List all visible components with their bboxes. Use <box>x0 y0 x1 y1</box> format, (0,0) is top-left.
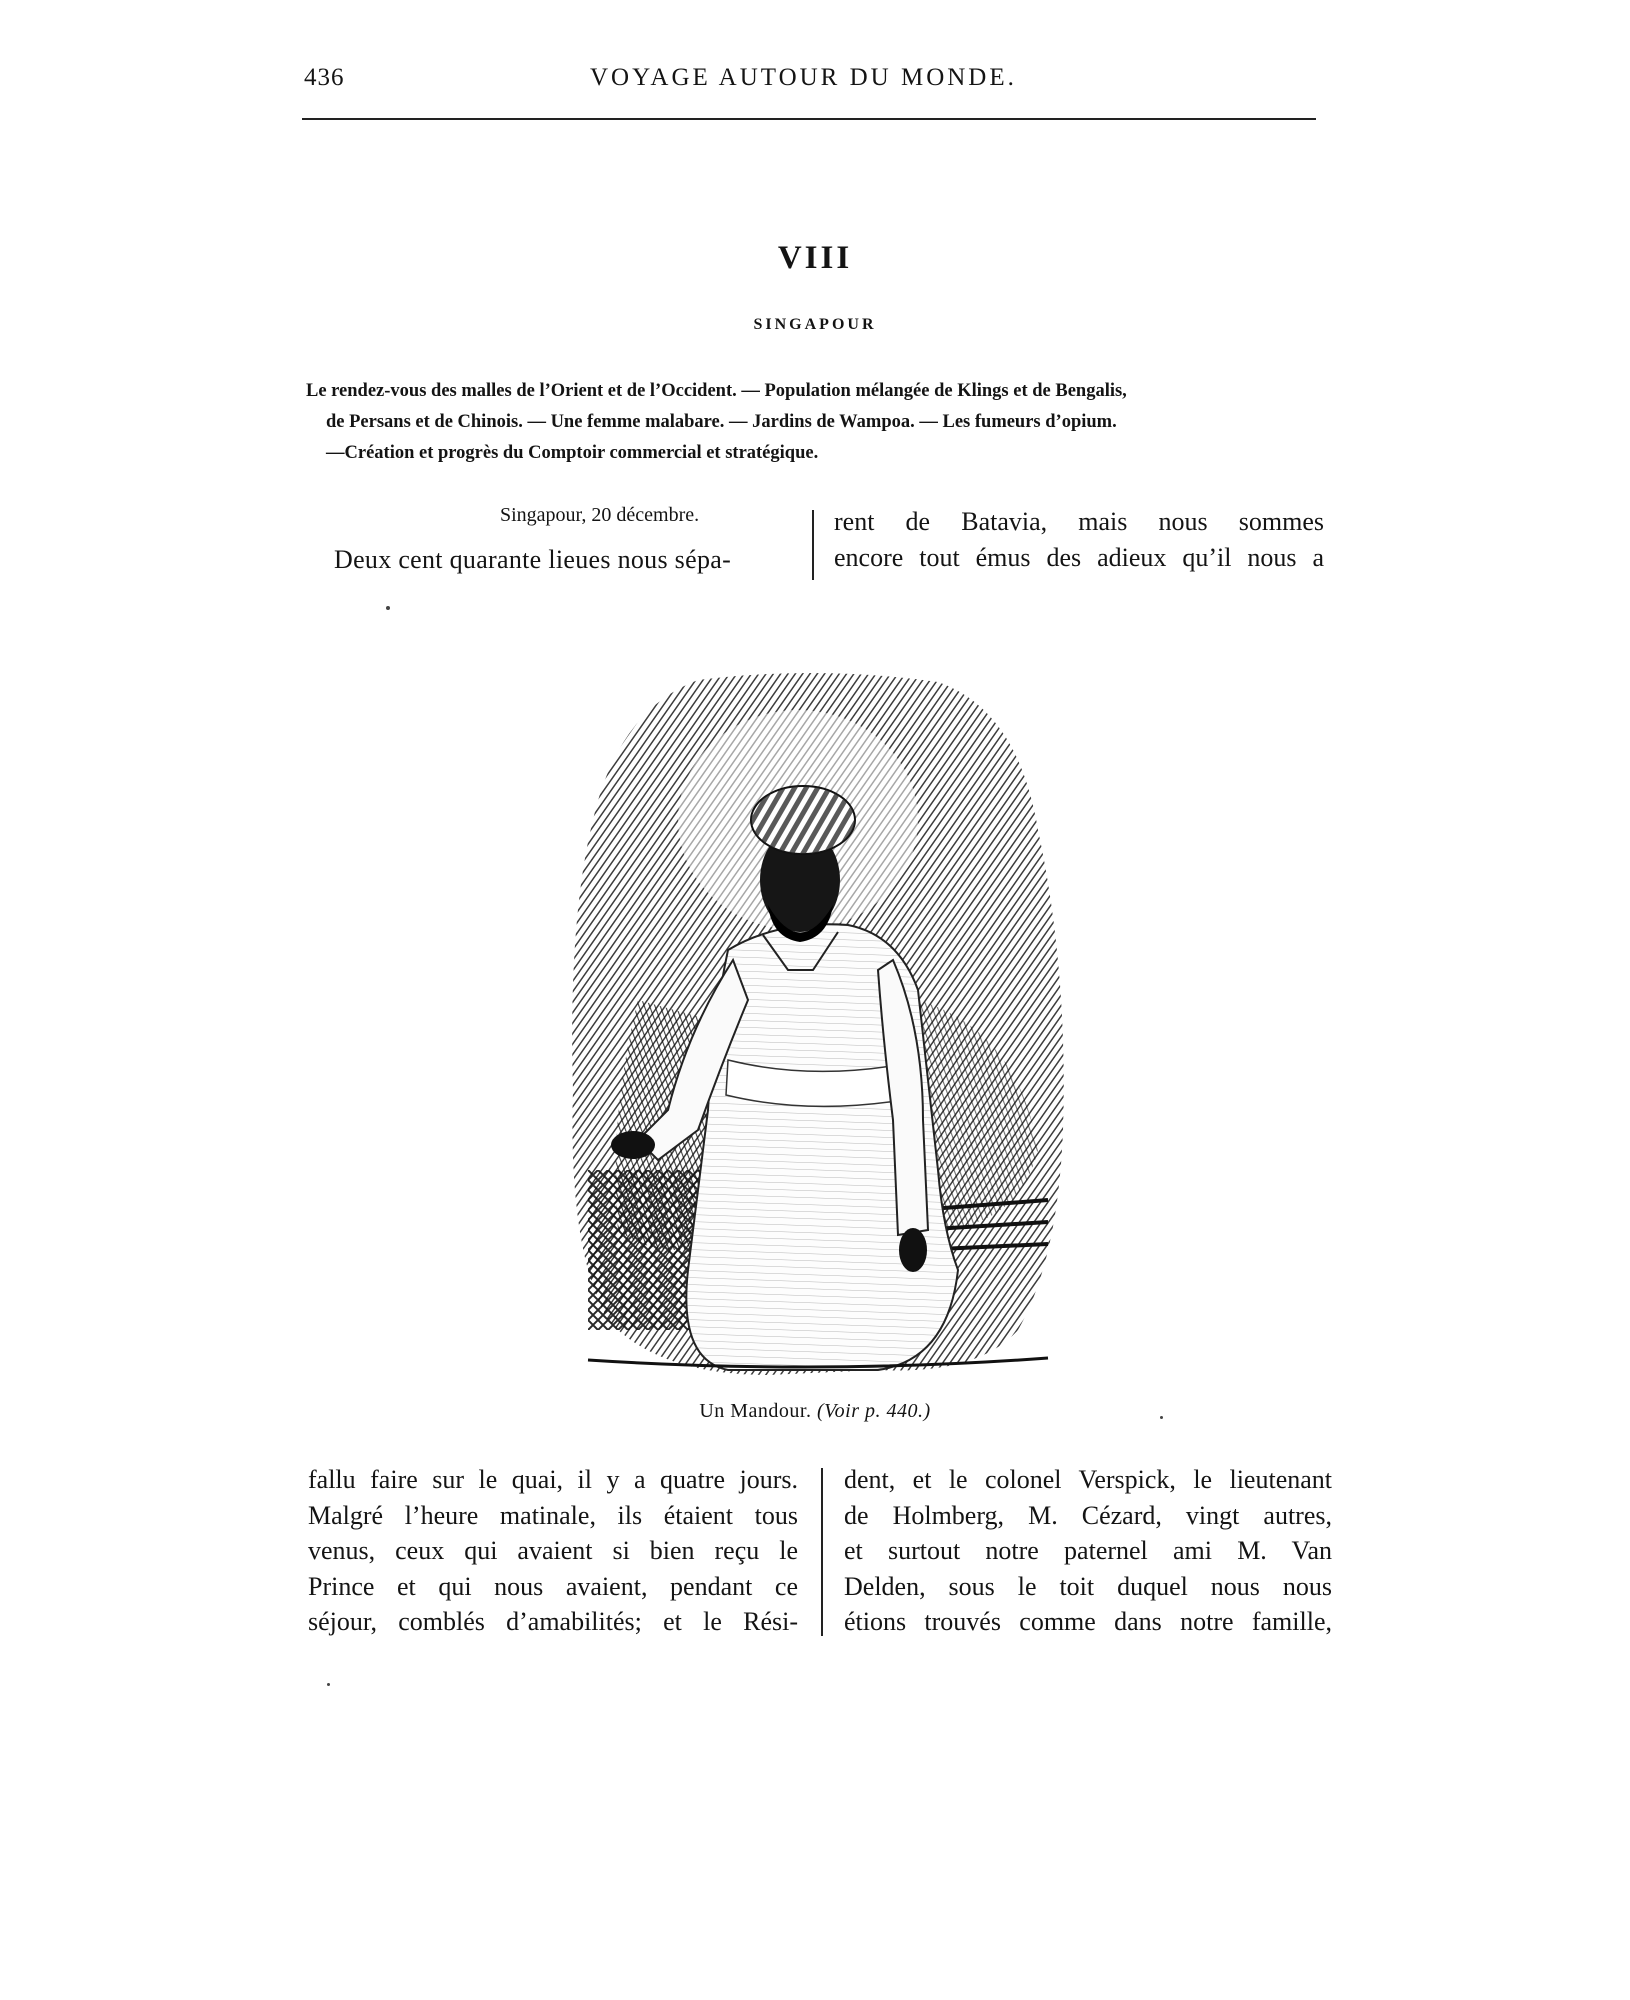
chapter-summary <box>300 376 1320 469</box>
chapter-number: VIII <box>777 240 853 276</box>
text-line: dent, et le colonel Verspick, le lieutenant <box>844 1465 1332 1494</box>
text-line: étions trouvés comme dans notre famille, <box>844 1607 1332 1636</box>
text-line: fallu faire sur le quai, il y a quatre jours. <box>308 1465 798 1494</box>
column-divider <box>821 1468 823 1636</box>
engraving-illustration <box>548 670 1088 1380</box>
caption-text: Un Mandour. <box>699 1400 812 1422</box>
chapter-title: SINGAPOUR <box>753 316 877 333</box>
figure-caption <box>0 1400 1630 1423</box>
text-line: venus, ceux qui avaient si bien reçu le <box>308 1536 798 1565</box>
print-speck <box>327 1683 330 1686</box>
page-number: 436 <box>304 64 345 91</box>
summary-line: de Persans et de Chinois. — Une femme malabare. — Jardins de Wampoa. — Les fumeurs d’opium. <box>326 412 1117 432</box>
print-speck <box>1160 1416 1163 1419</box>
right-column <box>844 1462 1332 1640</box>
dateline: Singapour, 20 décembre. <box>500 504 700 526</box>
text-line: Malgré l’heure matinale, ils étaient tous <box>308 1500 798 1530</box>
left-column <box>308 1462 798 1640</box>
text-line: rent de Batavia, mais nous sommes <box>834 507 1324 536</box>
text-line: de Holmberg, M. Cézard, vingt autres, <box>844 1500 1332 1530</box>
text-line: et surtout notre paternel ami M. Van <box>844 1536 1332 1565</box>
intro-left-column: Deux cent quarante lieues nous sépa- <box>334 545 732 574</box>
column-divider <box>812 510 814 580</box>
text-line: Prince et qui nous avaient, pendant ce <box>308 1571 798 1601</box>
header-rule <box>302 118 1316 120</box>
summary-line: —Création et progrès du Comptoir commercial et stratégique. <box>326 443 819 463</box>
text-line: séjour, comblés d’amabilités; et le Rési- <box>308 1607 798 1636</box>
running-title: VOYAGE AUTOUR DU MONDE. <box>590 64 1017 91</box>
summary-line: Le rendez-vous des malles de l’Orient et de l’Occident. — Population mélangée de Klings et de Bengalis, <box>306 381 1127 401</box>
print-speck <box>386 606 390 610</box>
caption-reference: (Voir p. 440.) <box>817 1400 931 1422</box>
text-line: encore tout émus des adieux qu’il nous a <box>834 542 1324 572</box>
intro-right-column <box>834 504 1324 575</box>
text-line: Delden, sous le toit duquel nous nous <box>844 1571 1332 1601</box>
